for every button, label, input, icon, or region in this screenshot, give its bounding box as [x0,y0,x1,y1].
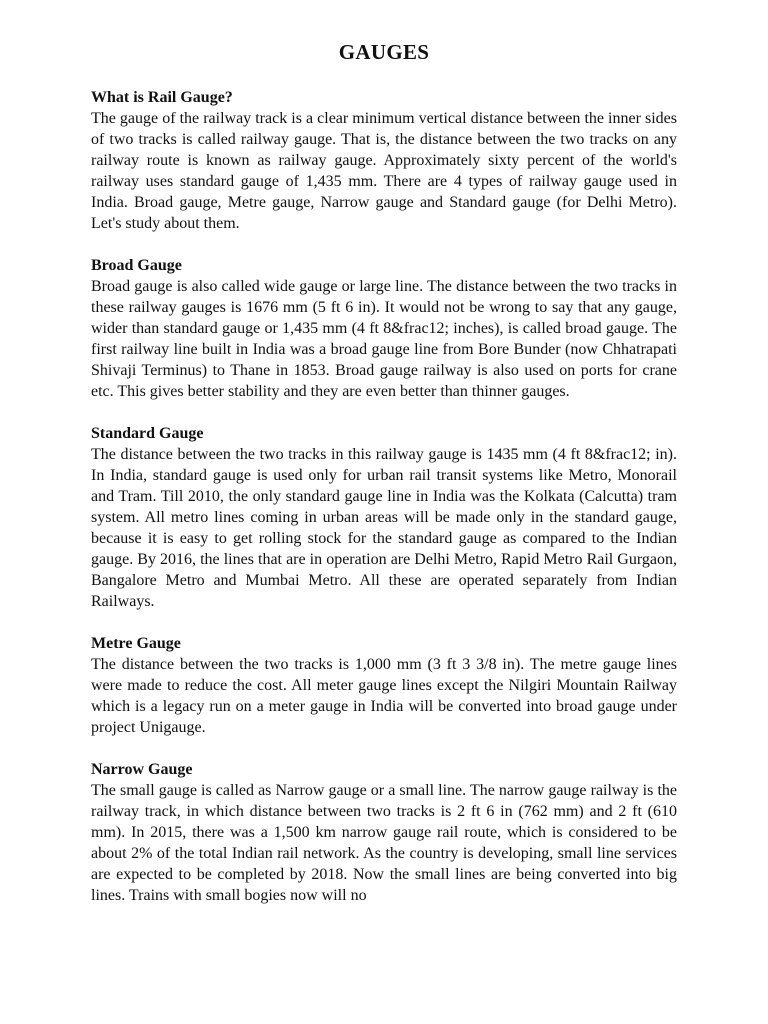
section-heading: Metre Gauge [91,635,181,652]
section-paragraph: Broad gauge is also called wide gauge or large line. The distance between the two tracks in these railway gauges is 1676 mm (5 ft 6 in). It would not be wrong to say that any gauge, wider than standard gauge or 1,435 mm (4 ft 8&frac12; inches), is called broad gauge. The first railway line built in India was a broad gauge line from Bore Bunder (now Chhatrapati Shivaji Terminus) to Thane in 1853. Broad gauge railway is also used on ports for crane etc. This gives better stability and they are even better than thinner gauges. [91,278,677,400]
section-heading: What is Rail Gauge? [91,89,233,106]
section-heading: Standard Gauge [91,425,204,442]
section-narrow-gauge [91,759,677,906]
section-paragraph: The distance between the two tracks in this railway gauge is 1435 mm (4 ft 8&frac12; in). In India, standard gauge is used only for urban rail transit systems like Metro, Monorail and Tram. Till 2010, the only standard gauge line in India was the Kolkata (Calcutta) tram system. All metro lines coming in urban areas will be made only in the standard gauge, because it is easy to get rolling stock for the standard gauge as compared to the Indian gauge. By 2016, the lines that are in operation are Delhi Metro, Rapid Metro Rail Gurgaon, Bangalore Metro and Mumbai Metro. All these are operated separately from Indian Railways. [91,446,677,610]
section-heading: Narrow Gauge [91,761,193,778]
document-title: GAUGES [338,40,430,64]
section-heading: Broad Gauge [91,257,182,274]
section-broad-gauge [91,255,677,402]
section-paragraph: The small gauge is called as Narrow gauge or a small line. The narrow gauge railway is the railway track, in which distance between two tracks is 2 ft 6 in (762 mm) and 2 ft (610 mm). In 2015, there was a 1,500 km narrow gauge rail route, which is considered to be about 2% of the total Indian rail network. As the country is developing, small line services are expected to be completed by 2018. Now the small lines are being converted into big lines. Trains with small bogies now will no [91,782,677,904]
section-paragraph: The distance between the two tracks is 1,000 mm (3 ft 3 3/8 in). The metre gauge lines were made to reduce the cost. All meter gauge lines except the Nilgiri Mountain Railway which is a legacy run on a meter gauge in India will be converted into broad gauge under project Unigauge. [91,656,677,736]
section-what-is-rail-gauge [91,87,677,234]
section-standard-gauge [91,423,677,612]
document-page [91,0,677,906]
section-metre-gauge [91,633,677,738]
section-paragraph: The gauge of the railway track is a clear minimum vertical distance between the inner sides of two tracks is called railway gauge. That is, the distance between the two tracks on any railway route is known as railway gauge. Approximately sixty percent of the world's railway uses standard gauge of 1,435 mm. There are 4 types of railway gauge used in India. Broad gauge, Metre gauge, Narrow gauge and Standard gauge (for Delhi Metro). Let's study about them. [91,110,677,232]
